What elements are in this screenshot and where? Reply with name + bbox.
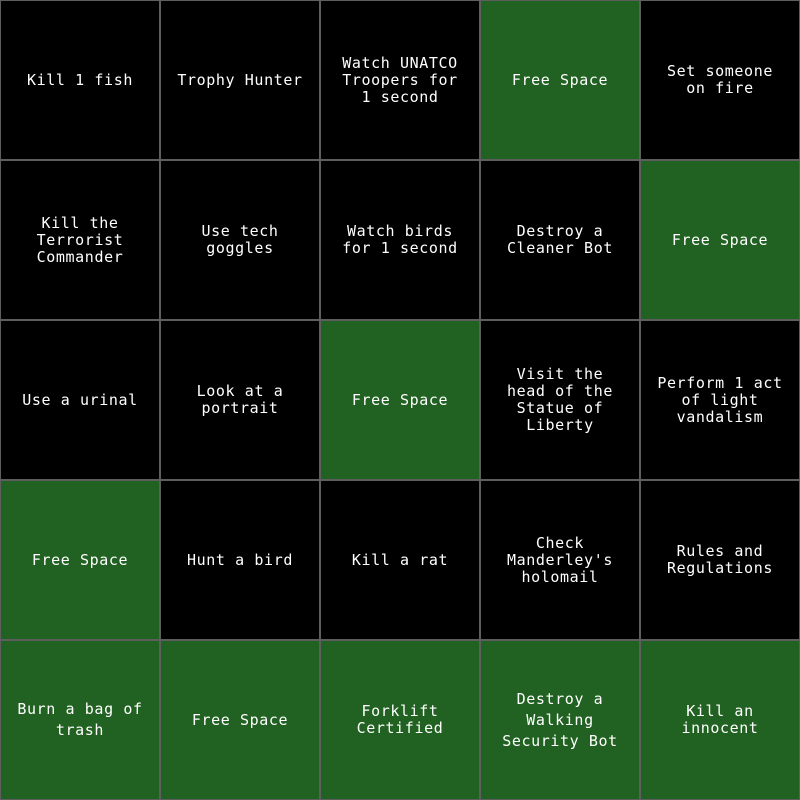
bingo-cell-r3c5[interactable] xyxy=(640,320,800,480)
cell-label: Free Space xyxy=(31,550,129,569)
cell-label: Free Space xyxy=(671,230,769,249)
bingo-cell-r5c1[interactable] xyxy=(0,640,160,800)
bingo-cell-r1c4[interactable] xyxy=(480,0,640,160)
bingo-cell-r3c3[interactable] xyxy=(320,320,480,480)
cell-label: Use a urinal xyxy=(22,390,138,409)
bingo-cell-r3c4[interactable] xyxy=(480,320,640,480)
cell-label: Trophy Hunter xyxy=(177,70,303,89)
cell-label: Kill a rat xyxy=(351,550,449,569)
cell-label: Set someone on fire xyxy=(667,62,773,97)
cell-label: Perform 1 act of light vandalism xyxy=(657,373,783,426)
cell-label: Free Space xyxy=(351,390,449,409)
bingo-cell-r5c3[interactable] xyxy=(320,640,480,800)
bingo-cell-r2c5[interactable] xyxy=(640,160,800,320)
cell-label: Check Manderley's holomail xyxy=(507,533,613,586)
cell-label: Look at a portrait xyxy=(196,382,284,417)
bingo-cell-r4c2[interactable] xyxy=(160,480,320,640)
cell-label: Destroy a Cleaner Bot xyxy=(507,222,613,257)
cell-label: Kill the Terrorist Commander xyxy=(36,213,124,266)
bingo-cell-r1c5[interactable] xyxy=(640,0,800,160)
bingo-cell-r4c1[interactable] xyxy=(0,480,160,640)
cell-label: Kill 1 fish xyxy=(27,70,133,89)
cell-label: Free Space xyxy=(511,70,609,89)
bingo-cell-r1c3[interactable] xyxy=(320,0,480,160)
cell-label: Rules and Regulations xyxy=(667,542,773,577)
cell-label: Watch UNATCO Troopers for 1 second xyxy=(342,53,458,106)
cell-label: Use tech goggles xyxy=(201,222,279,257)
bingo-cell-r1c1[interactable] xyxy=(0,0,160,160)
bingo-cell-r4c5[interactable] xyxy=(640,480,800,640)
cell-label: Watch birds for 1 second xyxy=(342,222,458,257)
cell-label: Free Space xyxy=(191,710,289,729)
bingo-cell-r4c4[interactable] xyxy=(480,480,640,640)
bingo-cell-r2c2[interactable] xyxy=(160,160,320,320)
cell-label: Forklift Certified xyxy=(356,702,444,737)
cell-label: Hunt a bird xyxy=(187,550,293,569)
cell-label: Burn a bag of trash xyxy=(17,700,143,739)
bingo-cell-r1c2[interactable] xyxy=(160,0,320,160)
bingo-cell-r2c4[interactable] xyxy=(480,160,640,320)
cell-label: Destroy a Walking Security Bot xyxy=(502,689,618,750)
bingo-cell-r5c4[interactable] xyxy=(480,640,640,800)
cell-label: Kill an innocent xyxy=(681,702,759,737)
bingo-cell-r2c3[interactable] xyxy=(320,160,480,320)
bingo-cell-r3c1[interactable] xyxy=(0,320,160,480)
bingo-cell-r5c2[interactable] xyxy=(160,640,320,800)
cell-label: Visit the head of the Statue of Liberty xyxy=(507,365,613,434)
bingo-cell-r3c2[interactable] xyxy=(160,320,320,480)
bingo-cell-r5c5[interactable] xyxy=(640,640,800,800)
bingo-cell-r2c1[interactable] xyxy=(0,160,160,320)
bingo-cell-r4c3[interactable] xyxy=(320,480,480,640)
